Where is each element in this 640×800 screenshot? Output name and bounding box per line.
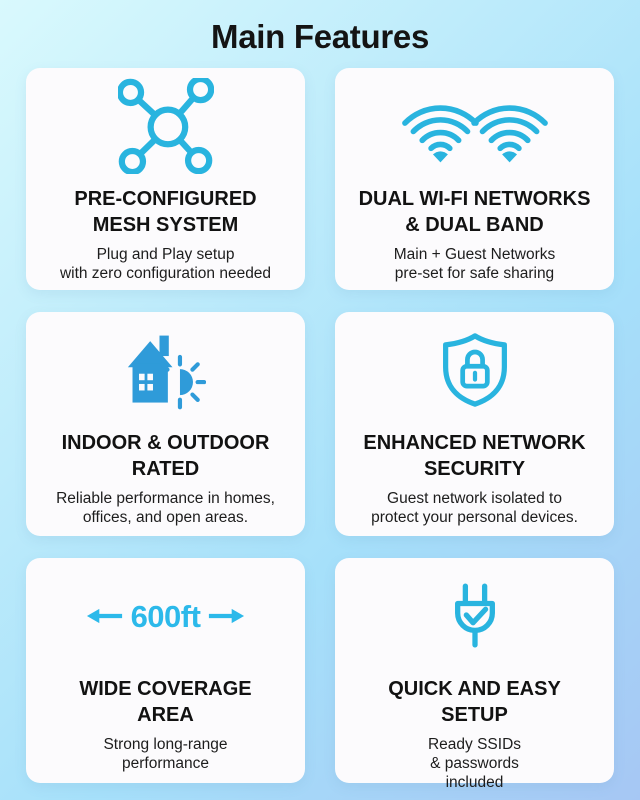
plug-check-icon [343,558,606,674]
subtitle-line: included [445,774,504,791]
subtitle-line: pre-set for safe sharing [394,265,555,282]
card-subtitle [428,735,521,792]
feature-card-dual-wifi [335,68,614,290]
title-line: ENHANCED NETWORK [363,432,586,454]
title-line: AREA [137,704,194,726]
page-header [0,0,640,68]
title-line: SETUP [441,704,508,726]
range-indicator [86,598,246,634]
subtitle-line: & passwords [430,755,519,772]
card-subtitle [60,245,271,283]
title-line: MESH SYSTEM [92,214,239,236]
subtitle-line: with zero configuration needed [59,265,272,282]
mesh-network-icon [34,68,297,184]
card-subtitle [56,489,275,527]
page-title: Main Features [211,18,429,55]
card-subtitle [394,245,556,283]
subtitle-line: Plug and Play setup [96,246,235,263]
card-title [62,430,270,482]
title-line: INDOOR & OUTDOOR [61,432,270,454]
arrow-left-icon [86,607,124,625]
coverage-range-icon [34,558,297,674]
subtitle-line: offices, and open areas. [82,509,249,526]
house-sun-icon [34,312,297,428]
title-line: & DUAL BAND [405,214,544,236]
card-title [79,676,251,728]
feature-card-setup [335,558,614,791]
title-line: RATED [131,458,200,480]
title-line: PRE-CONFIGURED [74,188,257,210]
shield-lock-icon [343,312,606,428]
card-subtitle [371,489,578,527]
subtitle-line: Ready SSIDs [427,736,522,753]
title-line: SECURITY [423,458,526,480]
title-line: WIDE COVERAGE [79,678,252,700]
subtitle-line: Strong long-range [103,736,228,753]
feature-card-coverage [26,558,305,783]
card-title [74,186,256,238]
subtitle-line: Main + Guest Networks [393,246,556,263]
card-title [363,430,585,482]
feature-card-mesh [26,68,305,290]
dual-wifi-icon [343,68,606,184]
subtitle-line: protect your personal devices. [371,509,578,526]
feature-card-security [335,312,614,536]
title-line: QUICK AND EASY [388,678,561,700]
title-line: DUAL WI-FI NETWORKS [358,188,591,210]
card-title [359,186,591,238]
card-subtitle [103,735,227,773]
subtitle-line: Guest network isolated to [387,490,562,507]
subtitle-line: Reliable performance in homes, [56,490,275,507]
feature-card-indoor-outdoor [26,312,305,536]
arrow-right-icon [207,607,245,625]
feature-grid [26,68,614,791]
card-title [388,676,561,728]
subtitle-line: performance [121,755,209,772]
range-label: 600ft [130,598,201,634]
